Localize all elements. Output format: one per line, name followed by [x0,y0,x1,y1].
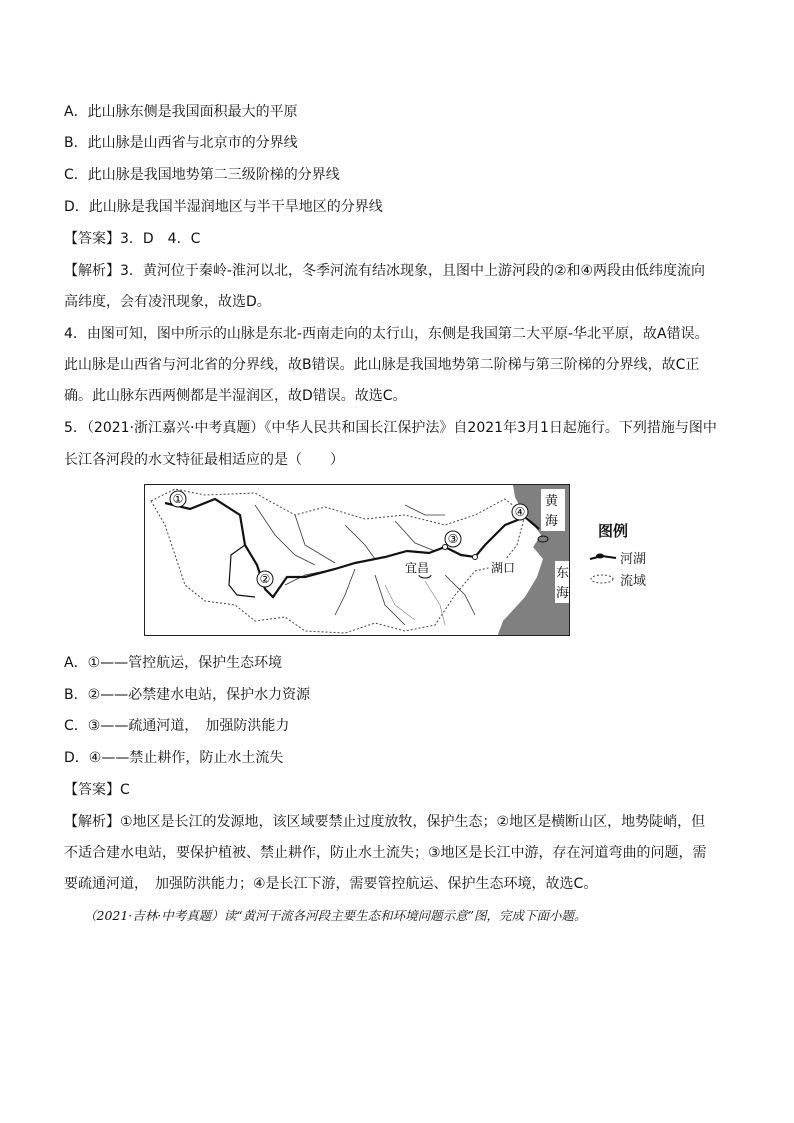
marker-1: ① [172,492,184,506]
hukou-city [473,555,478,560]
map-legend [584,520,674,600]
option-d: D．此山脉是我国半湿润地区与半干旱地区的分界线 [64,199,383,215]
marker-3: ③ [447,532,459,546]
analysis-line: 高纬度，会有凌汛现象，故选D。 [64,294,271,310]
huanghai-label-2: 海 [545,514,559,529]
yangtze-map-svg [145,485,570,636]
basin-boundary [151,489,525,633]
analysis-line: 确。此山脉东西两侧都是半湿润区，故D错误。故选C。 [64,388,407,404]
answer-5: 【答案】C [64,782,130,798]
option-a: A．此山脉东侧是我国面积最大的平原 [64,104,298,120]
basin-icon [588,572,618,586]
yangtze-map [144,484,570,636]
analysis-line: 此山脉是山西省与河北省的分界线，故B错误。此山脉是我国地势第二阶梯与第三阶梯的分界线，故C正 [64,357,700,373]
q5-option-c: C．③——疏通河道， 加强防洪能力 [64,718,290,734]
yichang-label: 宜昌 [405,561,430,575]
option-c: C．此山脉是我国地势第二三级阶梯的分界线 [64,167,340,183]
donghai-label-2: 海 [556,586,570,601]
river-lake-icon [588,550,618,564]
marker-4: ④ [514,505,526,519]
marker-2: ② [259,572,271,586]
q5-option-a: A．①——管控航运，保护生态环境 [64,655,283,671]
question-5-stem: 5．（2021·浙江嘉兴·中考真题）《中华人民共和国长江保护法》自2021年3月1日起施行。下列措施与图中 [64,420,717,436]
tributaries [255,505,475,625]
q5-option-d: D．④——禁止耕作，防止水土流失 [64,750,284,766]
analysis-5-line: 不适合建水电站，要保护植被、禁止耕作，防止水土流失；③地区是长江中游，存在河道弯曲的问题，需 [64,845,707,861]
legend-basin-label: 流域 [620,574,647,589]
analysis-5-line: 要疏通河道， 加强防洪能力；④是长江下游，需要管控航运、保护生态环境，故选C。 [64,876,598,892]
next-question-intro: （2021·吉林·中考真题）读“黄河干流各河段主要生态和环境问题示意”图，完成下面小题。 [84,908,587,923]
analysis-line: 【解析】3．黄河位于秦岭-淮河以北，冬季河流有结冰现象，且图中上游河段的②和④两段由低纬度流向 [64,263,706,279]
analysis-5-line: 【解析】①地区是长江的发源地，该区域要禁止过度放牧，保护生态；②地区是横断山区，地势陡峭，但 [64,814,706,830]
analysis-line: 4．由图可知，图中所示的山脉是东北-西南走向的太行山，东侧是我国第二大平原-华北平原，故A错误。 [64,326,709,342]
option-b: B．此山脉是山西省与北京市的分界线 [64,135,298,151]
question-5-stem: 长江各河段的水文特征最相适应的是（ ） [64,452,344,468]
legend-river-label: 河湖 [620,552,647,567]
huanghai-label-1: 黄 [545,494,559,509]
legend-title: 图例 [598,522,629,540]
yangtze-main-river [165,499,539,597]
donghai-label-1: 东 [556,566,570,581]
q5-option-b: B．②——必禁建水电站，保护水力资源 [64,687,311,703]
answer-3-4: 【答案】3．D 4．C [64,231,201,247]
hukou-label: 湖口 [491,561,516,575]
